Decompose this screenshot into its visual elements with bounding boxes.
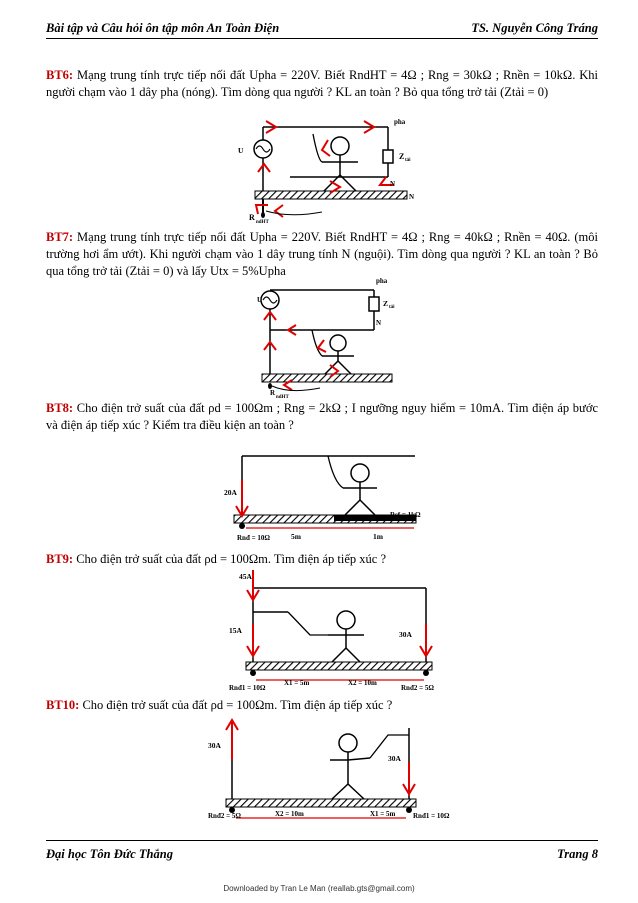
bt7-u-label: U [257,296,263,304]
bt8-problem [46,400,598,434]
header-author: TS. Nguyễn Công Tráng [471,21,598,35]
bt7-load-icon [369,297,379,311]
bt9-x2-label: X2 = 10m [348,679,377,687]
bt6-person-icon [331,137,349,155]
bt6-load-icon [383,150,393,163]
bt10-diagram [208,720,450,820]
bt7-n-label: N [376,319,382,327]
bt9-x1-label: X1 = 5m [284,679,310,687]
bt9-r1-label: Rnđ1 = 10Ω [229,684,266,692]
bt9-diagram [229,570,434,692]
bt6-pha-label: pha [394,118,406,126]
bt7-r-sub: ndHT [276,395,289,400]
footer-page-number: Trang 8 [557,847,598,861]
bt6-r-sub: ndHT [256,220,269,225]
bt7-r-label: R [270,389,276,397]
bt10-x2-label: X2 = 10m [275,810,304,818]
bt8-rnd-label: Rnđ = 10Ω [237,534,270,542]
bt7-z-label: Z [383,299,389,308]
bt10-person-icon [339,734,357,752]
bt10-i1-label: 30A [208,741,221,750]
bt6-label: BT6: [46,68,74,82]
bt6-u-label: U [238,146,244,155]
bt8-person-icon [351,464,369,482]
bt7-z-sub: tải [389,305,395,310]
bt8-current-label: 20A [224,488,237,497]
bt6-text: Mạng trung tính trực tiếp nối đất Upha = 220V. Biết RndHT = 4Ω ; Rng = 30kΩ ; Rnền = 10kΩ. Khi người chạm vào 1 dây pha (nóng). Tìm dòng qua người ? KL an toàn ? Bỏ qua tổng trở tải (Ztải = 0) [46,68,598,99]
bt9-ground-bar [246,662,432,670]
bt9-r2-label: Rnđ2 = 5Ω [401,684,434,692]
bt6-circuit-diagram [238,118,414,225]
bt9-problem [46,551,598,568]
page-footer [46,840,598,861]
bt10-current-arrows [226,720,415,794]
download-note: Downloaded by Tran Le Man (reallab.gts@gmail.com) [223,884,415,893]
bt10-x1-label: X1 = 5m [370,810,396,818]
bt6-r-label: R [249,213,255,222]
bt6-current-arrows [256,121,394,217]
bt8-rsf-label: Rsf = 1kΩ [390,511,421,519]
bt7-text: Mạng trung tính trực tiếp nối đất Upha = 220V. Biết RndHT = 4Ω ; Rng = 40kΩ ; Rnền = 40Ω. (môi trường hơi ẩm ướt). Khi người chạm vào 1 dây trung tính N (nguội). Tìm dòng qua người ? KL an toàn ? Bỏ qua tổng trở tải (Ztải = 0) và lấy Utx = 5%Upha [46,230,598,278]
bt8-text: Cho điện trở suất của đất ρd = 100Ωm ; Rng = 2kΩ ; I ngưỡng nguy hiểm = 10mA. Tìm điện áp bước và điện áp tiếp xúc ? Kiểm tra điều kiện an toàn ? [46,401,598,432]
bt9-i3-label: 30A [399,630,412,639]
footer-university: Đại học Tôn Đức Thắng [46,847,173,861]
bt8-diagram [224,456,421,542]
bt10-i2-label: 30A [388,754,401,763]
bt9-i1-label: 45A [239,572,252,581]
bt7-problem [46,229,598,280]
bt10-problem [46,697,598,714]
bt9-i2-label: 15A [229,626,242,635]
bt6-n-label-top: N [390,180,396,188]
bt8-label: BT8: [46,401,74,415]
bt8-d1-label: 5m [291,532,301,541]
bt10-ground-bar [226,799,416,807]
bt7-circuit-diagram [257,277,395,400]
bt10-text: Cho điện trở suất của đất ρd = 100Ωm. Tìm điện áp tiếp xúc ? [79,698,393,712]
bt8-current-arrow [236,480,248,516]
bt9-label: BT9: [46,552,74,566]
bt6-n-label-ground: N [409,193,415,201]
bt7-pha-label: pha [376,277,388,285]
bt6-z-sub: tải [405,158,411,163]
bt7-person-icon [330,335,346,351]
bt7-label: BT7: [46,230,74,244]
header-course-title: Bài tập và Câu hỏi ôn tập môn An Toàn Điện [46,21,280,35]
bt6-z-label: Z [399,152,405,161]
bt10-r1-label: Rnđ1 = 10Ω [413,812,450,820]
bt10-r2-label: Rnđ2 = 5Ω [208,812,241,820]
bt9-text: Cho điện trở suất của đất ρd = 100Ωm. Tìm điện áp tiếp xúc ? [73,552,387,566]
bt8-d2-label: 1m [373,532,383,541]
bt10-label: BT10: [46,698,80,712]
bt9-person-icon [337,611,355,629]
bt7-ground-bar [262,374,392,382]
